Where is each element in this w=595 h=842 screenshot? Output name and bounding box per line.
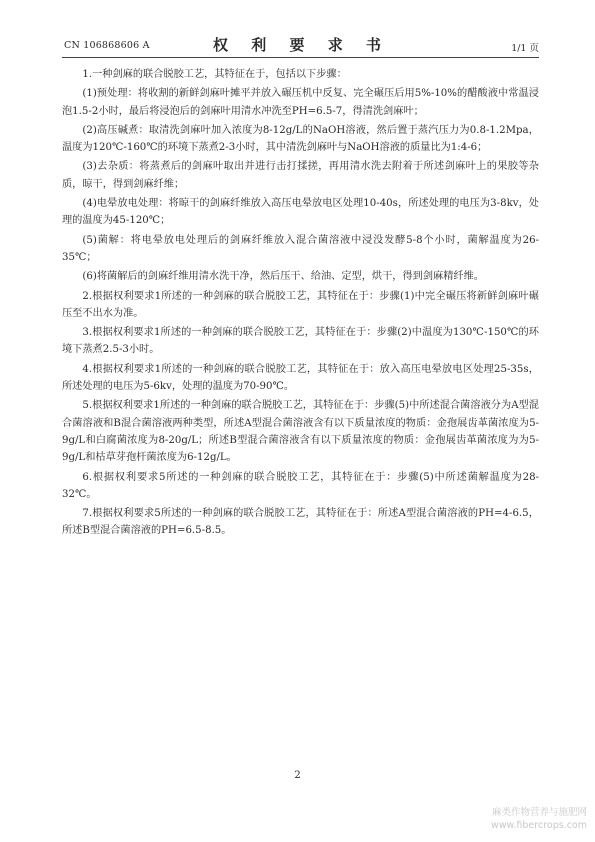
claim-1-step-4: (4)电晕放电处理：将晾干的剑麻纤维放入高压电晕放电区处理10-40s，所述处理的电压为3-8kv，处理的温度为45-120℃； [62,198,539,227]
patent-number: CN 106868606 A [64,40,150,51]
claim-3: 3.根据权利要求1所述的一种剑麻的联合脱胶工艺，其特征在于：步骤(2)中温度为130℃-150℃的环境下蒸煮2.5-3小时。 [62,327,539,356]
claim-1-step-6: (6)将菌解后的剑麻纤维用清水洗干净，然后压干、给油、定型，烘干，得到剑麻精纤维。 [82,271,484,283]
page-header [64,34,539,56]
claim-4: 4.根据权利要求1所述的一种剑麻的联合脱胶工艺，其特征在于：放入高压电晕放电区处理25-35s，所述处理的电压为5-6kv，处理的温度为70-90℃。 [62,363,539,393]
watermark-url: www.fibercrops.com [490,820,587,831]
claim-1-step-5: (5)菌解：将电晕放电处理后的剑麻纤维放入混合菌溶液中浸没发酵5-8个小时，菌解温度为26-35℃； [62,234,539,263]
claim-1-step-3: (3)去杂质：将蒸煮后的剑麻叶取出并进行击打揉搓，再用清水洗去附着于所述剑麻叶上的果胶等杂质，晾干，得到剑麻纤维； [62,161,539,190]
site-watermark [491,806,587,832]
header-divider [62,57,539,58]
page-number: 2 [294,770,301,781]
claim-1-step-2: (2)高压碱煮：取清洗剑麻叶加入浓度为8-12g/L的NaOH溶液，然后置于蒸汽压力为0.8-1.2Mpa，温度为120℃-160℃的环境下蒸煮2-3小时，其中清洗剑麻叶与NaOH溶液的质量比为1:4-6； [62,124,539,154]
document-title: 权 利 要 求 书 [213,36,390,54]
claims-body [62,66,539,542]
claim-2: 2.根据权利要求1所述的一种剑麻的联合脱胶工艺，其特征在于：步骤(1)中完全碾压将新鲜剑麻叶碾压至不出水为准。 [62,290,539,319]
claim-6: 6.根据权利要求5所述的一种剑麻的联合脱胶工艺，其特征在于：步骤(5)中所述菌解温度为28-32℃。 [62,471,539,500]
page-indicator: 1/1 页 [511,43,539,54]
claim-5: 5.根据权利要求1所述的一种剑麻的联合脱胶工艺，其特征在于：步骤(5)中所述混合菌溶液分为A型混合菌溶液和B混合菌溶液两种类型，所述A型混合菌溶液含有以下质量浓度的物质：金孢展齿革菌浓度为5-9g/L和白腐菌浓度为8-20g/L；所述B型混合菌溶液含有以下质量浓度的物质：金孢展齿革菌浓度为为5-9g/L和枯草芽孢杆菌浓度为6-12g/L。 [62,400,539,464]
claim-1-step-1: (1)预处理：将收割的新鲜剑麻叶摊平并放入碾压机中反复、完全碾压后用5%-10%的醋酸液中常温浸泡1.5-2小时，最后将浸泡后的剑麻叶用清水冲洗至PH=6.5-7，得清洗剑麻叶； [62,88,539,117]
claim-1-intro: 1.一种剑麻的联合脱胶工艺，其特征在于，包括以下步骤： [82,69,347,80]
claim-7: 7.根据权利要求5所述的一种剑麻的联合脱胶工艺，其特征在于：所述A型混合菌溶液的PH=4-6.5，所述B型混合菌溶液的PH=6.5-8.5。 [62,508,539,537]
watermark-title: 麻类作物营养与施肥网 [491,807,587,818]
